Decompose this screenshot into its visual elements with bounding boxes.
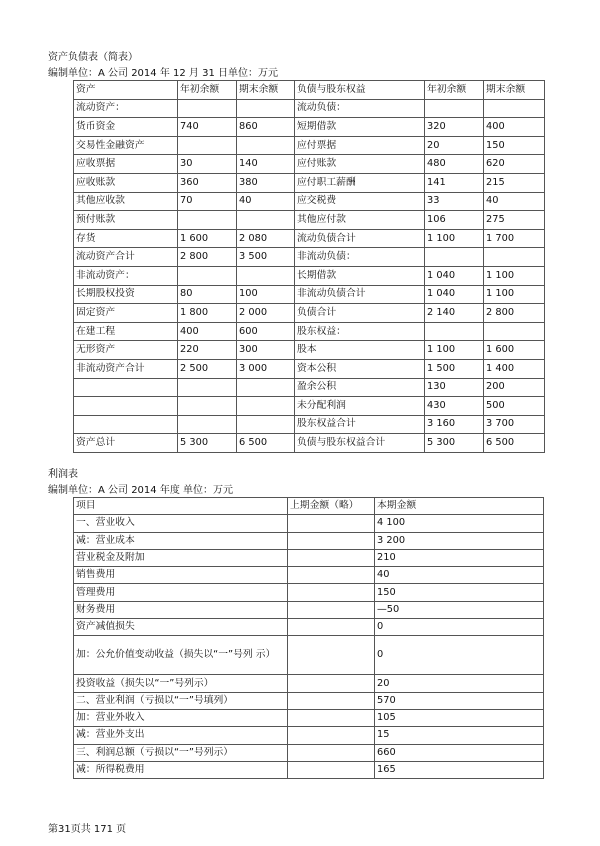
balance-sheet-cell: 70 — [178, 192, 237, 211]
income-statement-row — [74, 619, 544, 636]
balance-sheet-cell: 1 100 — [484, 266, 545, 285]
income-statement-cell: 0 — [375, 619, 544, 636]
balance-sheet-cell: 3 000 — [237, 359, 295, 378]
balance-sheet-cell: 1 040 — [425, 285, 484, 304]
balance-sheet-cell: 1 700 — [484, 229, 545, 248]
balance-sheet-cell: 300 — [237, 341, 295, 360]
balance-sheet-cell: 在建工程 — [74, 322, 178, 341]
balance-sheet-cell: 股本 — [295, 341, 425, 360]
balance-sheet-cell: 短期借款 — [295, 118, 425, 137]
income-statement-row — [74, 549, 544, 566]
balance-sheet-cell — [178, 266, 237, 285]
income-statement-cell — [288, 744, 375, 761]
income-statement-cell: 15 — [375, 727, 544, 744]
balance-sheet-cell: 负债合计 — [295, 304, 425, 323]
balance-sheet-cell: 1 040 — [425, 266, 484, 285]
balance-sheet-cell — [74, 415, 178, 434]
balance-sheet-cell: 应收账款 — [74, 173, 178, 192]
balance-sheet-cell — [74, 397, 178, 416]
balance-sheet-cell — [178, 99, 237, 118]
balance-sheet-cell — [74, 378, 178, 397]
balance-sheet-cell: 1 800 — [178, 304, 237, 323]
balance-sheet-row — [74, 322, 545, 341]
balance-sheet-cell: 货币资金 — [74, 118, 178, 137]
balance-sheet-cell: 固定资产 — [74, 304, 178, 323]
income-statement-cell — [288, 727, 375, 744]
balance-sheet-cell: 80 — [178, 285, 237, 304]
balance-sheet-cell: 2 500 — [178, 359, 237, 378]
balance-sheet-cell: 1 100 — [425, 341, 484, 360]
balance-sheet-cell: 3 700 — [484, 415, 545, 434]
balance-sheet-cell — [237, 415, 295, 434]
balance-sheet-cell: 275 — [484, 211, 545, 230]
balance-sheet-cell: 流动负债： — [295, 99, 425, 118]
income-statement-cell — [288, 619, 375, 636]
income-statement-cell: 项目 — [74, 498, 288, 515]
income-statement-cell: 三、利润总额（亏损以“一”号列示） — [74, 744, 288, 761]
income-statement-cell: 二、营业利润（亏损以“一”号填列） — [74, 692, 288, 709]
income-statement-row-header — [74, 498, 544, 515]
balance-sheet-cell: 220 — [178, 341, 237, 360]
balance-sheet-cell: 860 — [237, 118, 295, 137]
balance-sheet-row — [74, 378, 545, 397]
income-statement-cell — [288, 549, 375, 566]
balance-sheet-cell: 360 — [178, 173, 237, 192]
balance-sheet-cell: 非流动负债合计 — [295, 285, 425, 304]
balance-sheet-row — [74, 173, 545, 192]
balance-sheet-cell: 资产 — [74, 81, 178, 100]
income-statement-cell: 管理费用 — [74, 584, 288, 601]
income-statement-cell: 210 — [375, 549, 544, 566]
balance-sheet-cell: 20 — [425, 136, 484, 155]
income-statement-row — [74, 584, 544, 601]
income-statement-cell: 减：营业成本 — [74, 532, 288, 549]
balance-sheet-row — [74, 192, 545, 211]
balance-sheet-cell: 130 — [425, 378, 484, 397]
income-statement-row — [74, 675, 544, 692]
balance-sheet-cell — [237, 211, 295, 230]
balance-sheet-cell: 期末余额 — [484, 81, 545, 100]
balance-sheet-cell: 1 400 — [484, 359, 545, 378]
balance-sheet-row-header — [74, 81, 545, 100]
income-statement-table — [73, 497, 544, 779]
balance-sheet-cell: 140 — [237, 155, 295, 174]
income-statement-row — [74, 515, 544, 532]
income-statement-cell: 减：所得税费用 — [74, 761, 288, 778]
balance-sheet-cell: 长期股权投资 — [74, 285, 178, 304]
balance-sheet-cell: 1 500 — [425, 359, 484, 378]
balance-sheet-cell: 400 — [178, 322, 237, 341]
income-statement-cell: 105 — [375, 709, 544, 726]
balance-sheet-cell: 5 300 — [425, 434, 484, 453]
balance-sheet-cell: 未分配利润 — [295, 397, 425, 416]
balance-sheet-cell: 年初余额 — [178, 81, 237, 100]
balance-sheet-cell: 应收票据 — [74, 155, 178, 174]
balance-sheet-cell: 2 080 — [237, 229, 295, 248]
balance-sheet-row — [74, 341, 545, 360]
income-statement-cell — [288, 515, 375, 532]
income-statement-row — [74, 744, 544, 761]
balance-sheet-cell: 长期借款 — [295, 266, 425, 285]
balance-sheet-cell: 740 — [178, 118, 237, 137]
balance-sheet-cell: 非流动资产： — [74, 266, 178, 285]
income-statement-cell — [288, 692, 375, 709]
income-statement-cell: 营业税金及附加 — [74, 549, 288, 566]
balance-sheet-cell: 交易性金融资产 — [74, 136, 178, 155]
income-statement-row — [74, 727, 544, 744]
balance-sheet-row — [74, 304, 545, 323]
balance-sheet-cell: 资产总计 — [74, 434, 178, 453]
balance-sheet-cell — [425, 99, 484, 118]
balance-sheet-cell: 应付职工薪酬 — [295, 173, 425, 192]
income-statement-cell: 销售费用 — [74, 567, 288, 584]
balance-sheet-cell: 320 — [425, 118, 484, 137]
balance-sheet-cell: 资本公积 — [295, 359, 425, 378]
balance-sheet-row — [74, 211, 545, 230]
balance-sheet-cell: 430 — [425, 397, 484, 416]
balance-sheet-cell: 存货 — [74, 229, 178, 248]
income-statement-cell: 570 — [375, 692, 544, 709]
balance-sheet-cell: 2 000 — [237, 304, 295, 323]
balance-sheet-cell: 应交税费 — [295, 192, 425, 211]
income-statement-row — [74, 692, 544, 709]
balance-sheet-cell — [237, 397, 295, 416]
balance-sheet-cell: 非流动负债： — [295, 248, 425, 267]
income-statement-cell: 投资收益（损失以“一”号列示） — [74, 675, 288, 692]
balance-sheet-cell: 股东权益： — [295, 322, 425, 341]
income-statement-row — [74, 761, 544, 778]
balance-sheet-cell: 负债与股东权益 — [295, 81, 425, 100]
income-statement-cell: 660 — [375, 744, 544, 761]
balance-sheet-cell — [237, 99, 295, 118]
balance-sheet-cell: 无形资产 — [74, 341, 178, 360]
balance-sheet-cell: 预付账款 — [74, 211, 178, 230]
income-statement-cell: 3 200 — [375, 532, 544, 549]
balance-sheet-cell: 106 — [425, 211, 484, 230]
balance-sheet-cell: 480 — [425, 155, 484, 174]
income-statement-cell: —50 — [375, 601, 544, 618]
balance-sheet-cell — [237, 266, 295, 285]
income-statement-cell — [288, 601, 375, 618]
balance-sheet-cell: 33 — [425, 192, 484, 211]
balance-sheet-cell: 620 — [484, 155, 545, 174]
balance-sheet-cell — [484, 322, 545, 341]
balance-sheet-row — [74, 359, 545, 378]
income-statement-row — [74, 567, 544, 584]
income-statement-cell: 150 — [375, 584, 544, 601]
balance-sheet-cell — [425, 248, 484, 267]
balance-sheet-cell: 40 — [237, 192, 295, 211]
balance-sheet-cell: 150 — [484, 136, 545, 155]
income-statement-cell: 上期金额（略） — [288, 498, 375, 515]
balance-sheet-cell: 2 800 — [178, 248, 237, 267]
balance-sheet-cell: 1 600 — [484, 341, 545, 360]
balance-sheet-row — [74, 434, 545, 453]
balance-sheet-cell — [484, 248, 545, 267]
balance-sheet-cell: 2 800 — [484, 304, 545, 323]
income-statement-cell: 减：营业外支出 — [74, 727, 288, 744]
balance-sheet-cell: 应付账款 — [295, 155, 425, 174]
balance-sheet-table — [73, 80, 545, 453]
balance-sheet-cell: 600 — [237, 322, 295, 341]
balance-sheet-title: 资产负债表（简表） — [48, 52, 138, 63]
balance-sheet-row — [74, 285, 545, 304]
balance-sheet-cell — [425, 322, 484, 341]
income-statement-cell: 本期金额 — [375, 498, 544, 515]
balance-sheet-cell: 流动资产： — [74, 99, 178, 118]
balance-sheet-cell: 负债与股东权益合计 — [295, 434, 425, 453]
balance-sheet-cell: 1 100 — [484, 285, 545, 304]
income-statement-cell: 加：营业外收入 — [74, 709, 288, 726]
balance-sheet-cell: 2 140 — [425, 304, 484, 323]
balance-sheet-cell: 141 — [425, 173, 484, 192]
balance-sheet-cell: 200 — [484, 378, 545, 397]
balance-sheet-cell: 40 — [484, 192, 545, 211]
income-statement-cell — [288, 761, 375, 778]
balance-sheet-cell: 流动资产合计 — [74, 248, 178, 267]
balance-sheet-cell — [178, 415, 237, 434]
income-statement-cell — [288, 636, 375, 675]
income-statement-cell: 财务费用 — [74, 601, 288, 618]
income-statement-row — [74, 709, 544, 726]
income-statement-cell: 一、营业收入 — [74, 515, 288, 532]
balance-sheet-cell: 应付票据 — [295, 136, 425, 155]
balance-sheet-row — [74, 397, 545, 416]
balance-sheet-cell: 500 — [484, 397, 545, 416]
income-statement-row — [74, 636, 544, 675]
balance-sheet-cell: 30 — [178, 155, 237, 174]
income-statement-cell: 资产减值损失 — [74, 619, 288, 636]
income-statement-cell: 40 — [375, 567, 544, 584]
balance-sheet-cell: 股东权益合计 — [295, 415, 425, 434]
income-statement-row — [74, 532, 544, 549]
balance-sheet-cell — [237, 378, 295, 397]
balance-sheet-cell: 其他应收款 — [74, 192, 178, 211]
balance-sheet-cell: 400 — [484, 118, 545, 137]
income-statement-cell — [288, 584, 375, 601]
balance-sheet-cell: 5 300 — [178, 434, 237, 453]
balance-sheet-subtitle: 编制单位：A 公司 2014 年 12 月 31 日单位：万元 — [48, 68, 278, 79]
balance-sheet-cell: 年初余额 — [425, 81, 484, 100]
balance-sheet-cell: 盈余公积 — [295, 378, 425, 397]
income-statement-row — [74, 601, 544, 618]
balance-sheet-cell: 100 — [237, 285, 295, 304]
income-statement-title: 利润表 — [48, 469, 78, 480]
income-statement-subtitle: 编制单位：A 公司 2014 年度 单位：万元 — [48, 485, 234, 496]
income-statement-cell: 4 100 — [375, 515, 544, 532]
income-statement-cell: 165 — [375, 761, 544, 778]
balance-sheet-row — [74, 415, 545, 434]
income-statement-cell: 20 — [375, 675, 544, 692]
income-statement-cell — [288, 675, 375, 692]
balance-sheet-cell: 380 — [237, 173, 295, 192]
income-statement-cell — [288, 532, 375, 549]
page-number: 第31页共 171 页 — [48, 824, 127, 835]
balance-sheet-row — [74, 155, 545, 174]
balance-sheet-cell: 6 500 — [484, 434, 545, 453]
balance-sheet-row — [74, 118, 545, 137]
income-statement-cell: 0 — [375, 636, 544, 675]
balance-sheet-cell — [178, 211, 237, 230]
balance-sheet-cell: 1 100 — [425, 229, 484, 248]
balance-sheet-cell — [178, 378, 237, 397]
balance-sheet-cell — [484, 99, 545, 118]
balance-sheet-cell: 期末余额 — [237, 81, 295, 100]
balance-sheet-cell: 非流动资产合计 — [74, 359, 178, 378]
balance-sheet-row — [74, 136, 545, 155]
income-statement-cell: 加：公允价值变动收益（损失以“一”号列 示） — [74, 636, 288, 675]
balance-sheet-cell: 1 600 — [178, 229, 237, 248]
balance-sheet-cell: 3 500 — [237, 248, 295, 267]
balance-sheet-cell: 3 160 — [425, 415, 484, 434]
balance-sheet-row — [74, 248, 545, 267]
income-statement-cell — [288, 709, 375, 726]
balance-sheet-cell: 6 500 — [237, 434, 295, 453]
balance-sheet-row — [74, 99, 545, 118]
balance-sheet-row — [74, 229, 545, 248]
balance-sheet-cell: 其他应付款 — [295, 211, 425, 230]
balance-sheet-cell — [237, 136, 295, 155]
balance-sheet-cell: 215 — [484, 173, 545, 192]
balance-sheet-cell — [178, 136, 237, 155]
income-statement-cell — [288, 567, 375, 584]
balance-sheet-cell: 流动负债合计 — [295, 229, 425, 248]
balance-sheet-cell — [178, 397, 237, 416]
balance-sheet-row — [74, 266, 545, 285]
